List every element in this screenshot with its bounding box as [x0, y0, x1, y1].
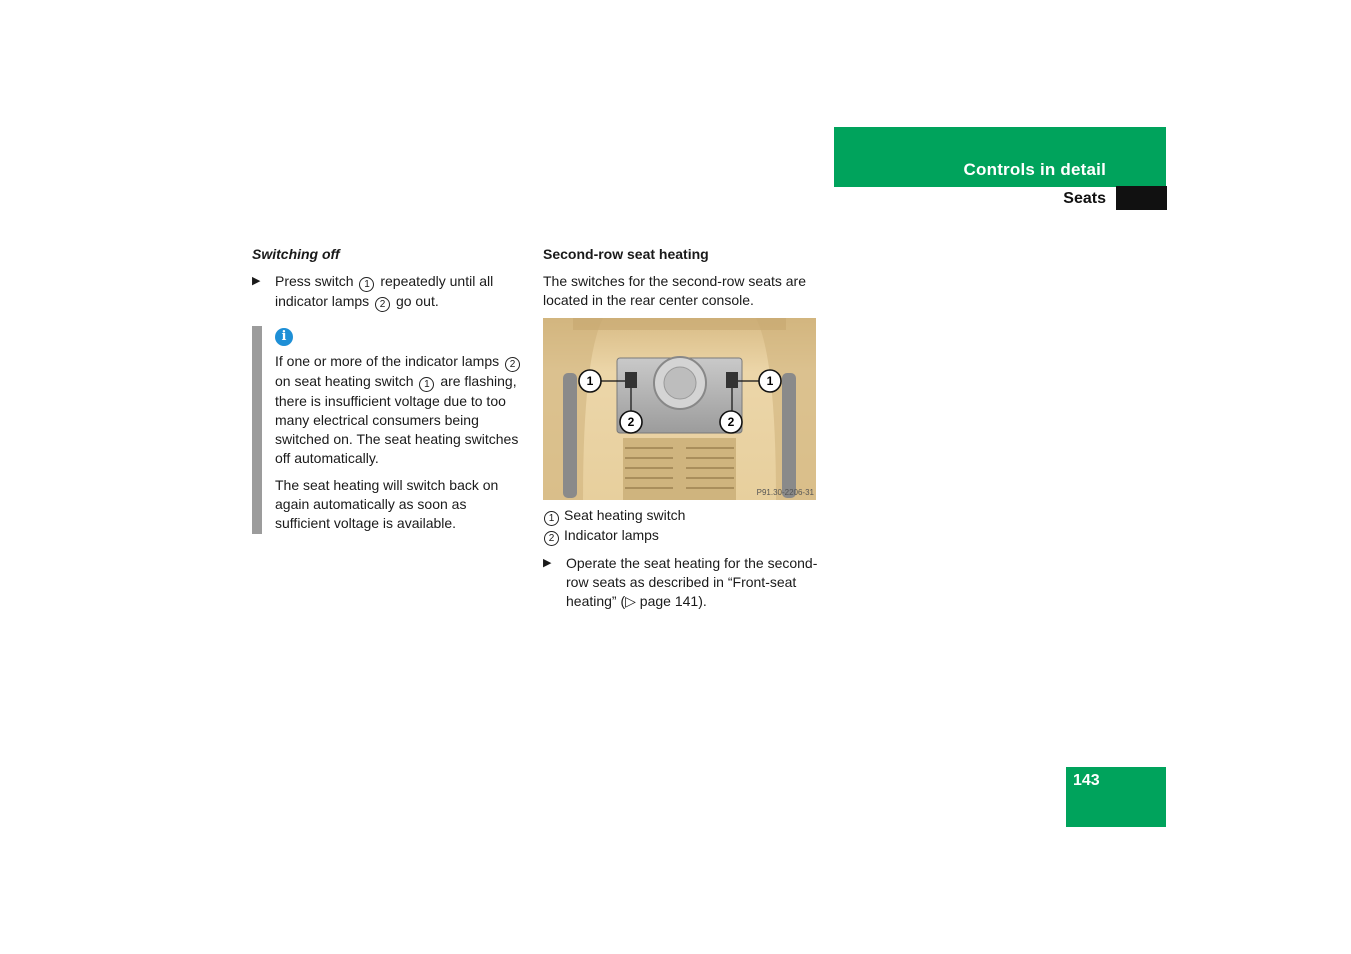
page-number: 143 — [1073, 772, 1100, 789]
legend-item: 1 Seat heating switch — [543, 506, 818, 526]
note-paragraph: The seat heating will switch back on again automatically as soon as sufficient voltage is available. — [275, 477, 499, 531]
callout-2-right: 2 — [727, 415, 735, 429]
subsection-marker — [1116, 186, 1167, 210]
instruction-bullet: ▶ Press switch 1 repeatedly until all indicator lamps 2 go out. — [252, 273, 494, 310]
intro-paragraph: The switches for the second-row seats are located in the rear center console. — [543, 273, 807, 308]
bullet-arrow-icon: ▶ — [543, 557, 552, 569]
instruction-bullet: ▶ Operate the seat heating for the second-row seats as described in “Front-seat heating” (▷ page 141). — [543, 555, 818, 609]
bullet-arrow-icon: ▶ — [252, 275, 261, 287]
left-column — [252, 245, 524, 534]
callout-number: 1 — [359, 277, 374, 292]
second-row-heading: Second-row seat heating — [543, 246, 709, 262]
info-icon: i — [275, 328, 293, 346]
page-number-box — [1066, 767, 1166, 827]
figure-code: P91.30-2206-31 — [756, 488, 814, 497]
header-band — [834, 127, 1166, 187]
callout-number: 2 — [375, 297, 390, 312]
callout-1-left: 1 — [586, 374, 594, 388]
callout-number: 1 — [419, 377, 434, 392]
callout-number: 1 — [544, 511, 559, 526]
note-paragraph: If one or more of the indicator lamps 2on seat heating switch 1 are flashing, there is insufficient voltage due to too many electrical consumers being switched on. The seat heating switches off automatically. — [275, 353, 519, 466]
callout-2-left: 2 — [627, 415, 635, 429]
note-side-bar — [252, 326, 262, 534]
switching-off-heading: Switching off — [252, 246, 340, 262]
info-note — [252, 326, 524, 534]
console-figure — [543, 318, 816, 500]
subsection-title: Seats — [1063, 190, 1106, 207]
legend-item: 2 Indicator lamps — [543, 526, 818, 546]
callout-number: 2 — [505, 357, 520, 372]
callout-number: 2 — [544, 531, 559, 546]
console-illustration — [543, 318, 816, 500]
section-title: Controls in detail — [963, 160, 1106, 179]
right-column — [543, 245, 818, 611]
callout-1-right: 1 — [766, 374, 774, 388]
